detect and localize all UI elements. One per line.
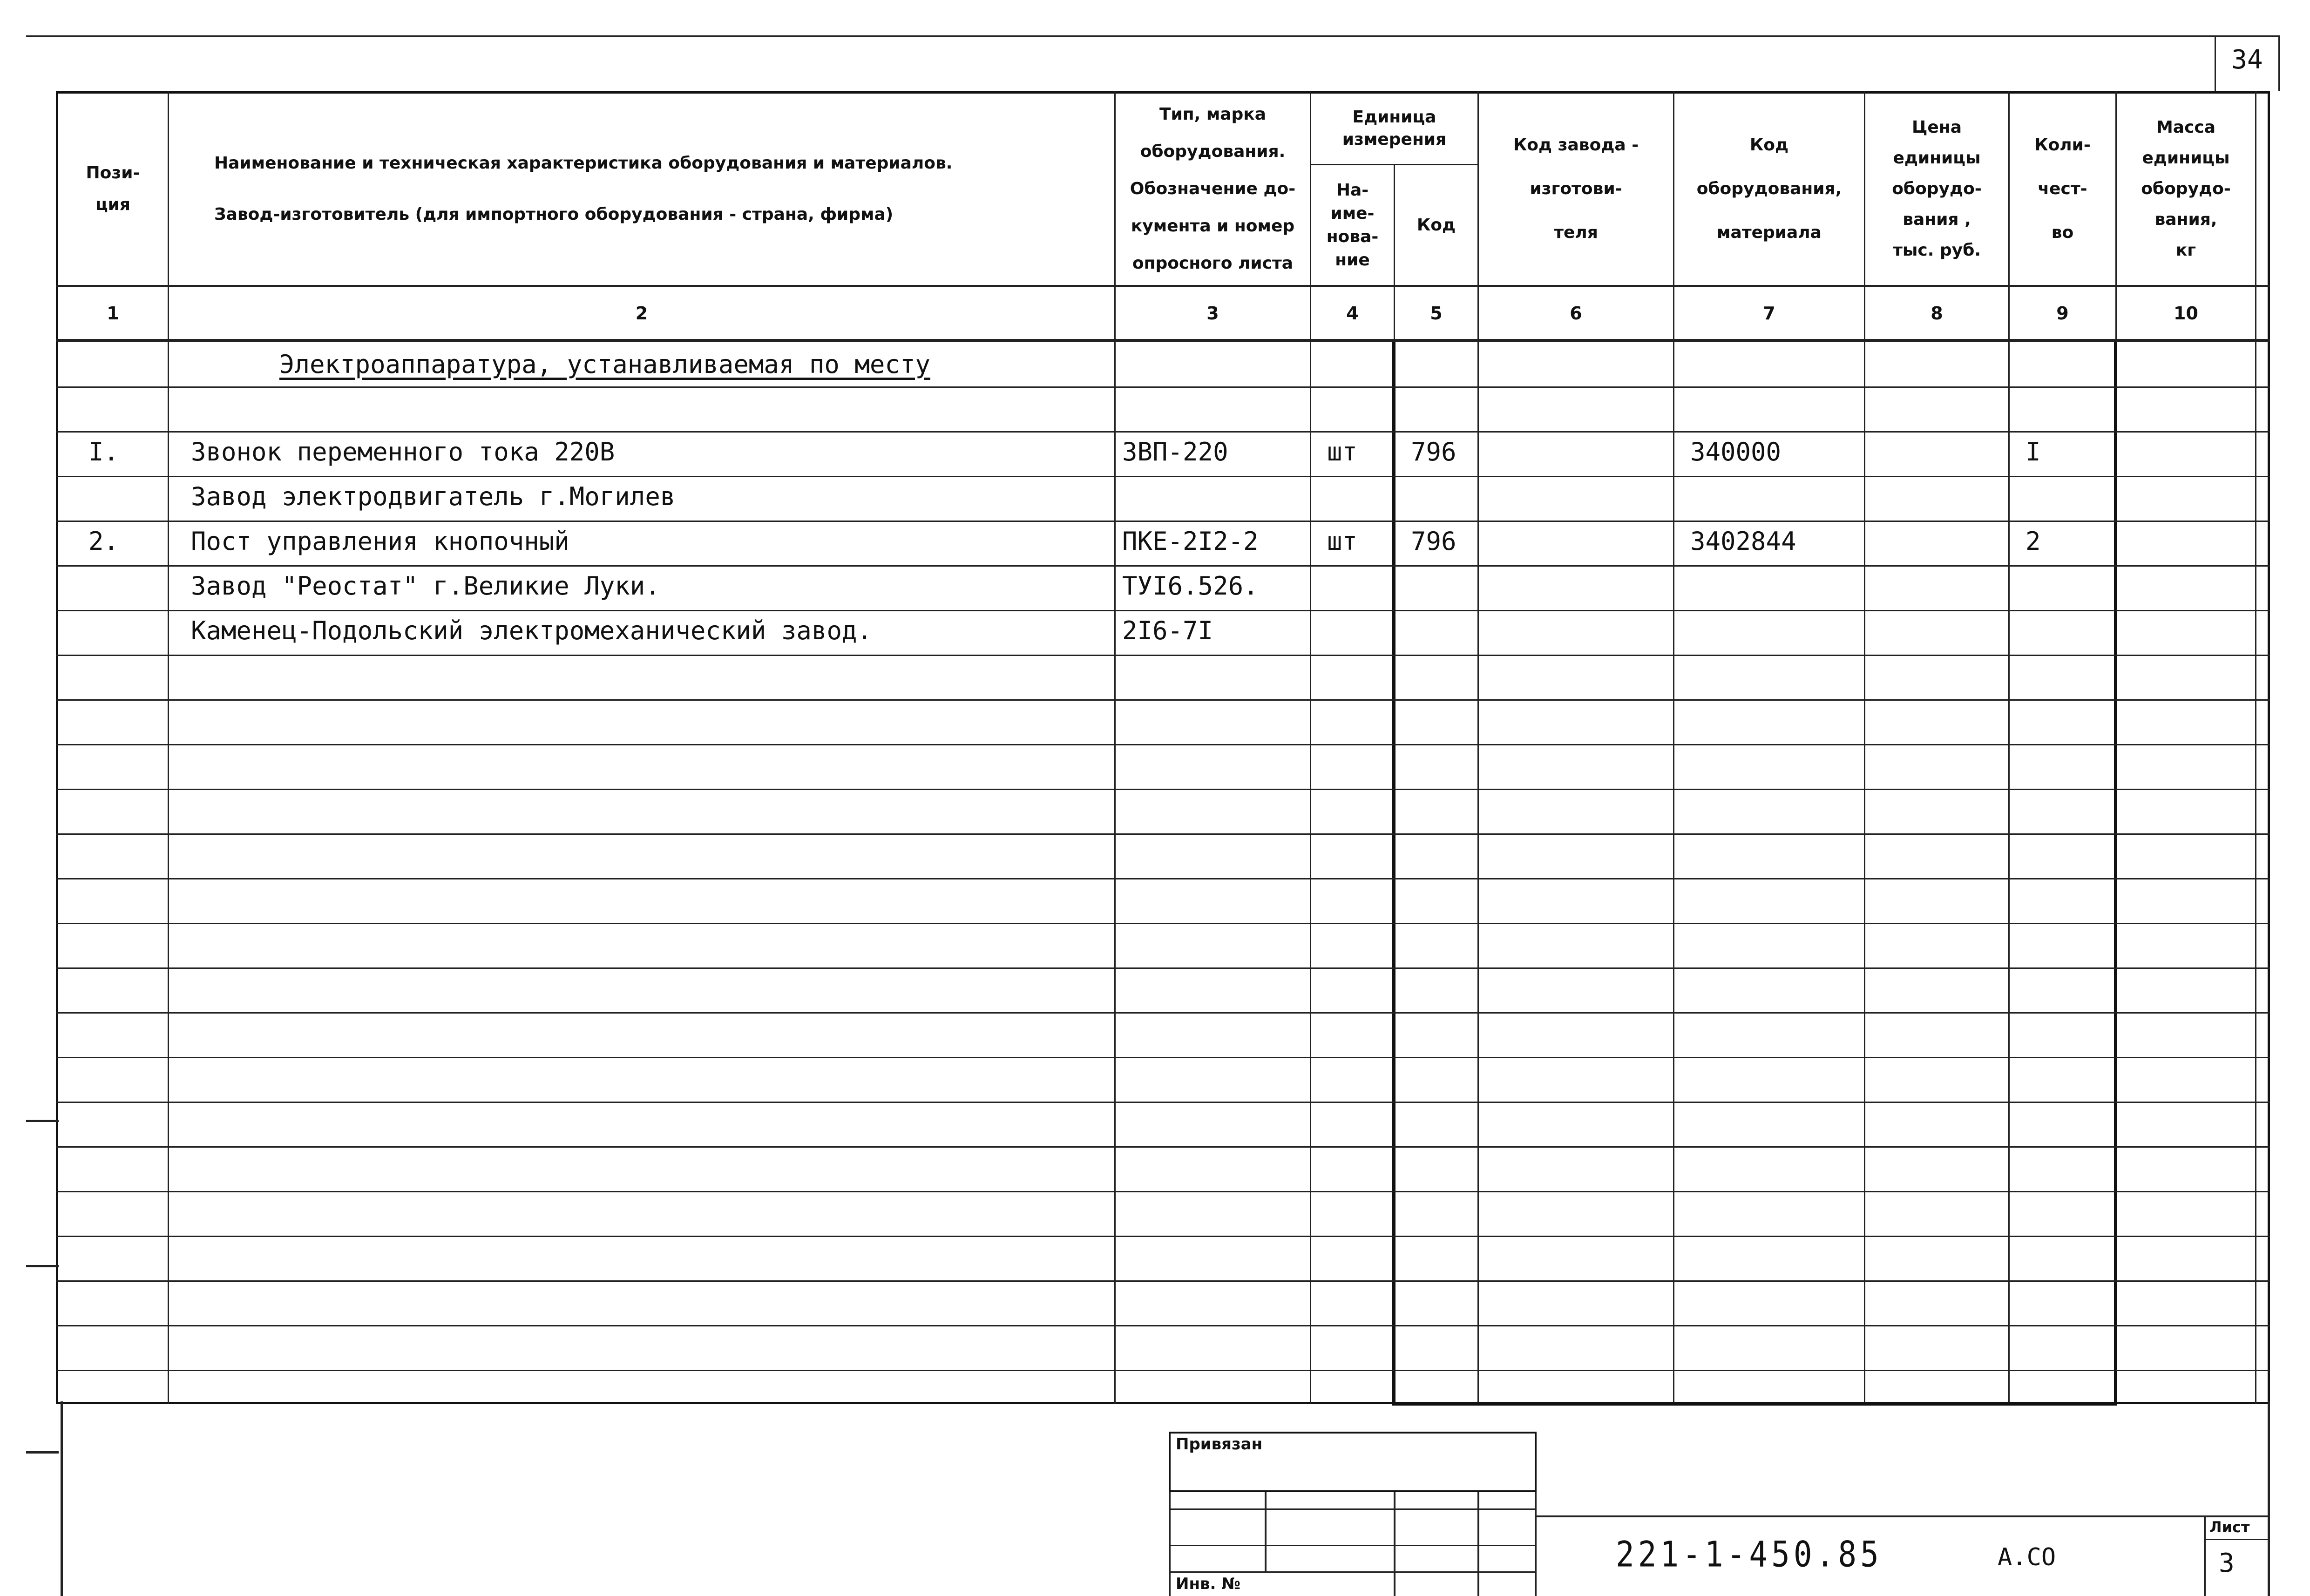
col-line: [2255, 91, 2256, 1404]
row-line: [56, 1012, 2270, 1014]
row-5-type: 2I6-7I: [1122, 615, 1213, 645]
section-title: [279, 342, 1113, 386]
stamp-line: [1394, 1492, 1395, 1596]
row-1-type: ЗВП-220: [1122, 437, 1228, 467]
col-number: 5: [1430, 303, 1443, 324]
row-3-position: 2.: [88, 526, 119, 556]
header-name: Наименование и техническая характеристика оборудования и материалов. Завод-изготовитель (для импортного оборудования - страна, фирма): [214, 154, 953, 224]
row-3-equipment-code: 3402844: [1690, 526, 1796, 556]
bottom-right-border: [2268, 1401, 2270, 1596]
top-rule: [26, 35, 2280, 37]
row-1-unit: шт: [1327, 437, 1358, 467]
row-line: [56, 1102, 2270, 1103]
row-5-name: Каменец-Подольский электромеханический завод.: [191, 615, 872, 645]
row-1-name: Звонок переменного тока 220В: [191, 437, 615, 467]
sheet-box-left: [2204, 1515, 2206, 1596]
row-3-code: 796: [1411, 526, 1456, 556]
stamp-line: [1169, 1492, 1171, 1596]
row-3-unit: шт: [1327, 526, 1358, 556]
row-2-name: Завод электродвигатель г.Могилев: [191, 481, 676, 511]
row-line: [56, 744, 2270, 745]
header-price: Цена единицы оборудо- вания , тыс. руб.: [1892, 118, 1982, 260]
margin-tick: [26, 1451, 59, 1454]
header-position: Пози- ция: [86, 163, 140, 214]
col-number: 6: [1570, 303, 1582, 324]
row-line: [56, 1146, 2270, 1148]
margin-tick: [26, 1120, 59, 1122]
stamp-sheet-label: Лист: [2209, 1518, 2250, 1536]
col-number: 4: [1346, 303, 1359, 324]
stamp-sheet-number: 3: [2219, 1548, 2235, 1578]
header-type: Тип, марка оборудования. Обозначение до- кумента и номер опросного листа: [1130, 105, 1296, 273]
row-4-type: ТУI6.526.: [1122, 571, 1259, 601]
header-quantity: Коли- чест- во: [2034, 135, 2091, 242]
row-line: [56, 655, 2270, 656]
header-manufacturer-code: Код завода - изготови- теля: [1513, 135, 1639, 242]
row-line: [56, 789, 2270, 790]
row-1-quantity: I: [2025, 437, 2041, 467]
stamp-inv-no: Инв. №: [1176, 1575, 1241, 1593]
row-line: [56, 1325, 2270, 1326]
stamp-main-line: [1535, 1515, 2270, 1517]
row-line: [56, 923, 2270, 924]
bottom-left-border: [61, 1401, 63, 1596]
stamp-line: [1477, 1492, 1479, 1596]
row-line: [56, 1370, 2270, 1371]
row-line: [56, 833, 2270, 835]
col-number: 1: [107, 303, 119, 324]
row-1-code: 796: [1411, 437, 1456, 467]
row-line: [56, 967, 2270, 969]
header-unit-group: Единица измерения: [1342, 108, 1447, 149]
row-line: [56, 699, 2270, 701]
page-number-box-left: [2215, 35, 2216, 91]
stamp-line: [1169, 1508, 1537, 1510]
row-line: [56, 1280, 2270, 1282]
col-number: 9: [2056, 303, 2069, 324]
stamp-document-number: 221-1-450.85: [1616, 1534, 1883, 1575]
header-unit-code: Код: [1416, 215, 1456, 235]
header-equipment-code: Код оборудования, материала: [1696, 135, 1842, 242]
margin-tick: [26, 1265, 59, 1267]
row-line: [56, 1057, 2270, 1058]
row-3-quantity: 2: [2025, 526, 2041, 556]
row-1-position: I.: [88, 437, 119, 467]
stamp-line: [1265, 1492, 1267, 1571]
stamp-line: [1535, 1492, 1537, 1596]
col-number: 10: [2174, 303, 2198, 324]
row-4-name: Завод "Реостат" г.Великие Луки.: [191, 571, 660, 601]
page-number-box-right: [2278, 35, 2280, 91]
row-3-type: ПКЕ-2I2-2: [1122, 526, 1259, 556]
stamp-privyazan: Привязан: [1176, 1435, 1263, 1454]
thick-block-bottom: [1392, 1402, 2117, 1406]
col-number: 7: [1763, 303, 1775, 324]
row-1-equipment-code: 340000: [1690, 437, 1782, 467]
thick-block-left: [1392, 341, 1395, 1404]
row-3-name: Пост управления кнопочный: [191, 526, 569, 556]
page-number: 34: [2231, 45, 2263, 75]
col-number: 8: [1931, 303, 1943, 324]
stamp-line: [1169, 1571, 1537, 1573]
sheet-box-line: [2204, 1539, 2270, 1540]
header-mass: Масса единицы оборудо- вания, кг: [2141, 118, 2231, 260]
section-title-text: Электроаппаратура, устанавливаемая по месту: [279, 349, 930, 379]
thick-block-right: [2114, 341, 2117, 1404]
row-line: [56, 386, 2270, 388]
col-number: 2: [635, 303, 648, 324]
row-line: [56, 1236, 2270, 1237]
row-line: [56, 878, 2270, 879]
col-number: 3: [1206, 303, 1219, 324]
stamp-line: [1169, 1545, 1537, 1546]
stamp-mark: А.СО: [1998, 1543, 2056, 1571]
row-line: [56, 1191, 2270, 1192]
header-unit-name: На- име- нова- ние: [1326, 180, 1379, 270]
